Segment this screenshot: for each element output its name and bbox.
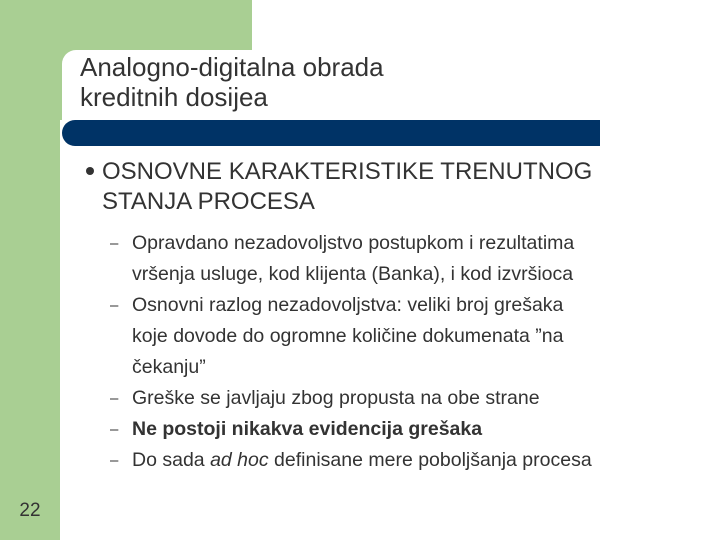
sub-bullet-text: vršenja usluge, kod klijenta (Banka), i kod izvršioca <box>132 263 574 285</box>
dash-icon: – <box>110 235 119 252</box>
main-bullet <box>86 157 706 217</box>
sub-bullet-text-prefix: Do sada <box>132 449 211 471</box>
sub-bullet-item <box>110 445 710 476</box>
dash-icon: – <box>110 297 119 314</box>
sub-bullet-text-suffix: definisane mere poboljšanja procesa <box>268 449 592 471</box>
sub-bullet-text: čekanju” <box>132 356 206 378</box>
sub-bullet-text: Osnovni razlog nezadovoljstva: veliki broj grešaka <box>132 294 564 316</box>
main-bullet-text <box>102 157 706 217</box>
sub-bullet-text: Greške se javljaju zbog propusta na obe strane <box>132 387 540 409</box>
slide-title <box>80 52 590 112</box>
sub-bullet-item <box>110 228 710 290</box>
slide-title-line-1: Analogno-digitalna obrada <box>80 52 384 82</box>
dash-icon: – <box>110 421 119 438</box>
sub-bullet-text: Opravdano nezadovoljstvo postupkom i rezultatima <box>132 232 575 254</box>
left-accent-strip <box>0 0 60 540</box>
page-number: 22 <box>19 500 41 521</box>
sub-bullet-text-italic: ad hoc <box>210 449 269 471</box>
sub-bullet-item <box>110 383 710 414</box>
sub-bullet-item <box>110 414 710 445</box>
title-underline-bar <box>62 120 600 146</box>
sub-bullet-text: koje dovode do ogromne količine dokumenata ”na <box>132 325 564 347</box>
main-bullet-line-1: OSNOVNE KARAKTERISTIKE TRENUTNOG <box>102 158 593 185</box>
slide-title-line-2: kreditnih dosijea <box>80 82 268 112</box>
main-bullet-line-2: STANJA PROCESA <box>102 188 315 215</box>
sub-bullet-list <box>110 228 710 476</box>
bullet-dot-icon <box>86 167 94 175</box>
dash-icon: – <box>110 390 119 407</box>
dash-icon: – <box>110 452 119 469</box>
sub-bullet-text: Ne postoji nikakva evidencija grešaka <box>132 418 483 440</box>
sub-bullet-item <box>110 290 710 383</box>
